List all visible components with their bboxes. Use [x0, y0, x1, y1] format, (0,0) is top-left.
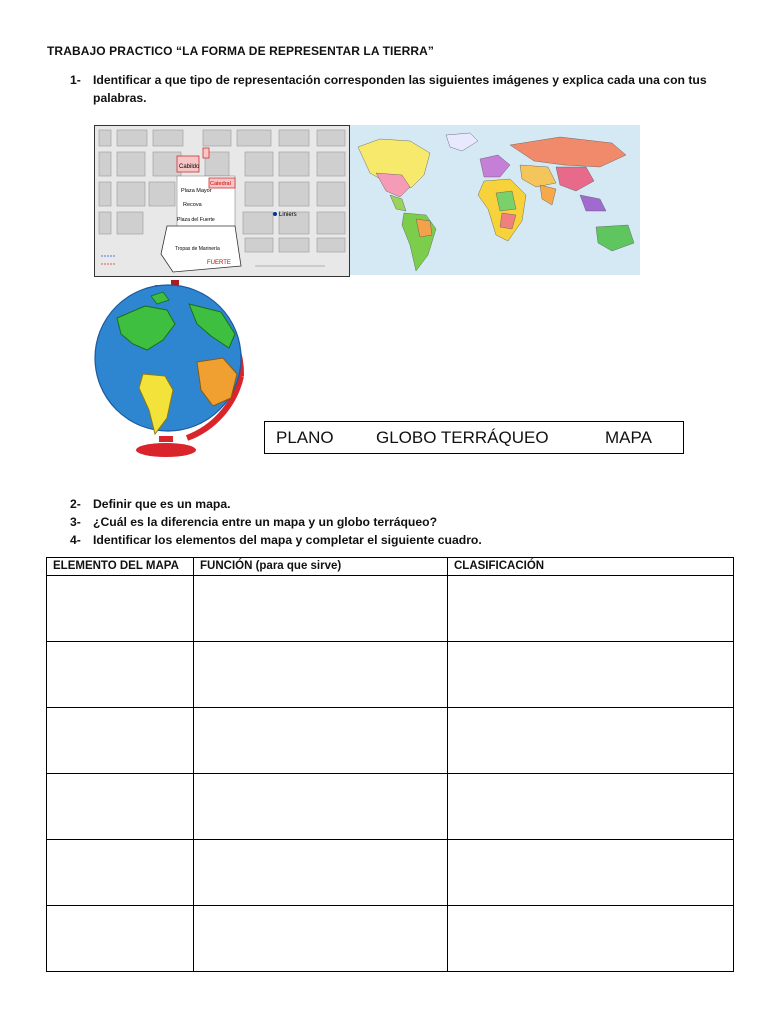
cell-elemento[interactable] [47, 774, 194, 840]
cell-clasificacion[interactable] [448, 906, 734, 972]
cell-clasificacion[interactable] [448, 642, 734, 708]
table-header-row [47, 558, 734, 576]
cell-elemento[interactable] [47, 642, 194, 708]
option-mapa: MAPA [605, 428, 652, 447]
table-row [47, 840, 734, 906]
plano-label-fuerte: FUERTE [207, 260, 231, 266]
plano-label-tropas: Tropas de Marinería [175, 246, 220, 252]
table-row [47, 642, 734, 708]
cell-clasificacion[interactable] [448, 774, 734, 840]
cell-funcion[interactable] [194, 576, 448, 642]
cell-elemento[interactable] [47, 906, 194, 972]
plano-label-liniers: Liniers [279, 212, 297, 218]
table-row [47, 708, 734, 774]
map-elements-table [46, 557, 734, 972]
cell-clasificacion[interactable] [448, 576, 734, 642]
cell-elemento[interactable] [47, 708, 194, 774]
option-globo-terraqueo: GLOBO TERRÁQUEO [376, 428, 549, 447]
cell-elemento[interactable] [47, 576, 194, 642]
plano-label-plaza-fuerte: Plaza del Fuerte [177, 217, 215, 223]
header-clasificacion: CLASIFICACIÓN [448, 558, 734, 576]
option-plano: PLANO [276, 428, 334, 447]
table-row [47, 906, 734, 972]
plano-label-recova: Recova [183, 202, 202, 208]
globo-image [93, 278, 253, 460]
representation-options-box [264, 421, 684, 454]
cell-funcion[interactable] [194, 642, 448, 708]
question-text: Definir que es un mapa. [93, 497, 231, 511]
cell-funcion[interactable] [194, 774, 448, 840]
mapa-image [350, 125, 640, 275]
question-number: 3- [70, 515, 81, 529]
cell-clasificacion[interactable] [448, 840, 734, 906]
cell-funcion[interactable] [194, 708, 448, 774]
header-elemento: ELEMENTO DEL MAPA [47, 558, 194, 576]
plano-label-catedral: Catedral [210, 181, 231, 187]
page-title: TRABAJO PRACTICO “LA FORMA DE REPRESENTAR LA TIERRA” [47, 44, 434, 58]
cell-funcion[interactable] [194, 906, 448, 972]
question-number: 1- [70, 73, 81, 87]
cell-elemento[interactable] [47, 840, 194, 906]
plano-label-plaza-mayor: Plaza Mayor [181, 188, 212, 194]
question-number: 2- [70, 497, 81, 511]
table-row [47, 576, 734, 642]
question-text: Identificar los elementos del mapa y completar el siguiente cuadro. [93, 533, 482, 547]
plano-image [94, 125, 350, 277]
question-number: 4- [70, 533, 81, 547]
question-text: Identificar a que tipo de representación corresponden las siguientes imágenes y explica cada una con tus palabras. [93, 73, 707, 105]
cell-clasificacion[interactable] [448, 708, 734, 774]
cell-funcion[interactable] [194, 840, 448, 906]
question-text: ¿Cuál es la diferencia entre un mapa y un globo terráqueo? [93, 515, 438, 529]
plano-label-cabildo: Cabildo [179, 164, 200, 170]
header-funcion: FUNCIÓN (para que sirve) [194, 558, 448, 576]
table-row [47, 774, 734, 840]
